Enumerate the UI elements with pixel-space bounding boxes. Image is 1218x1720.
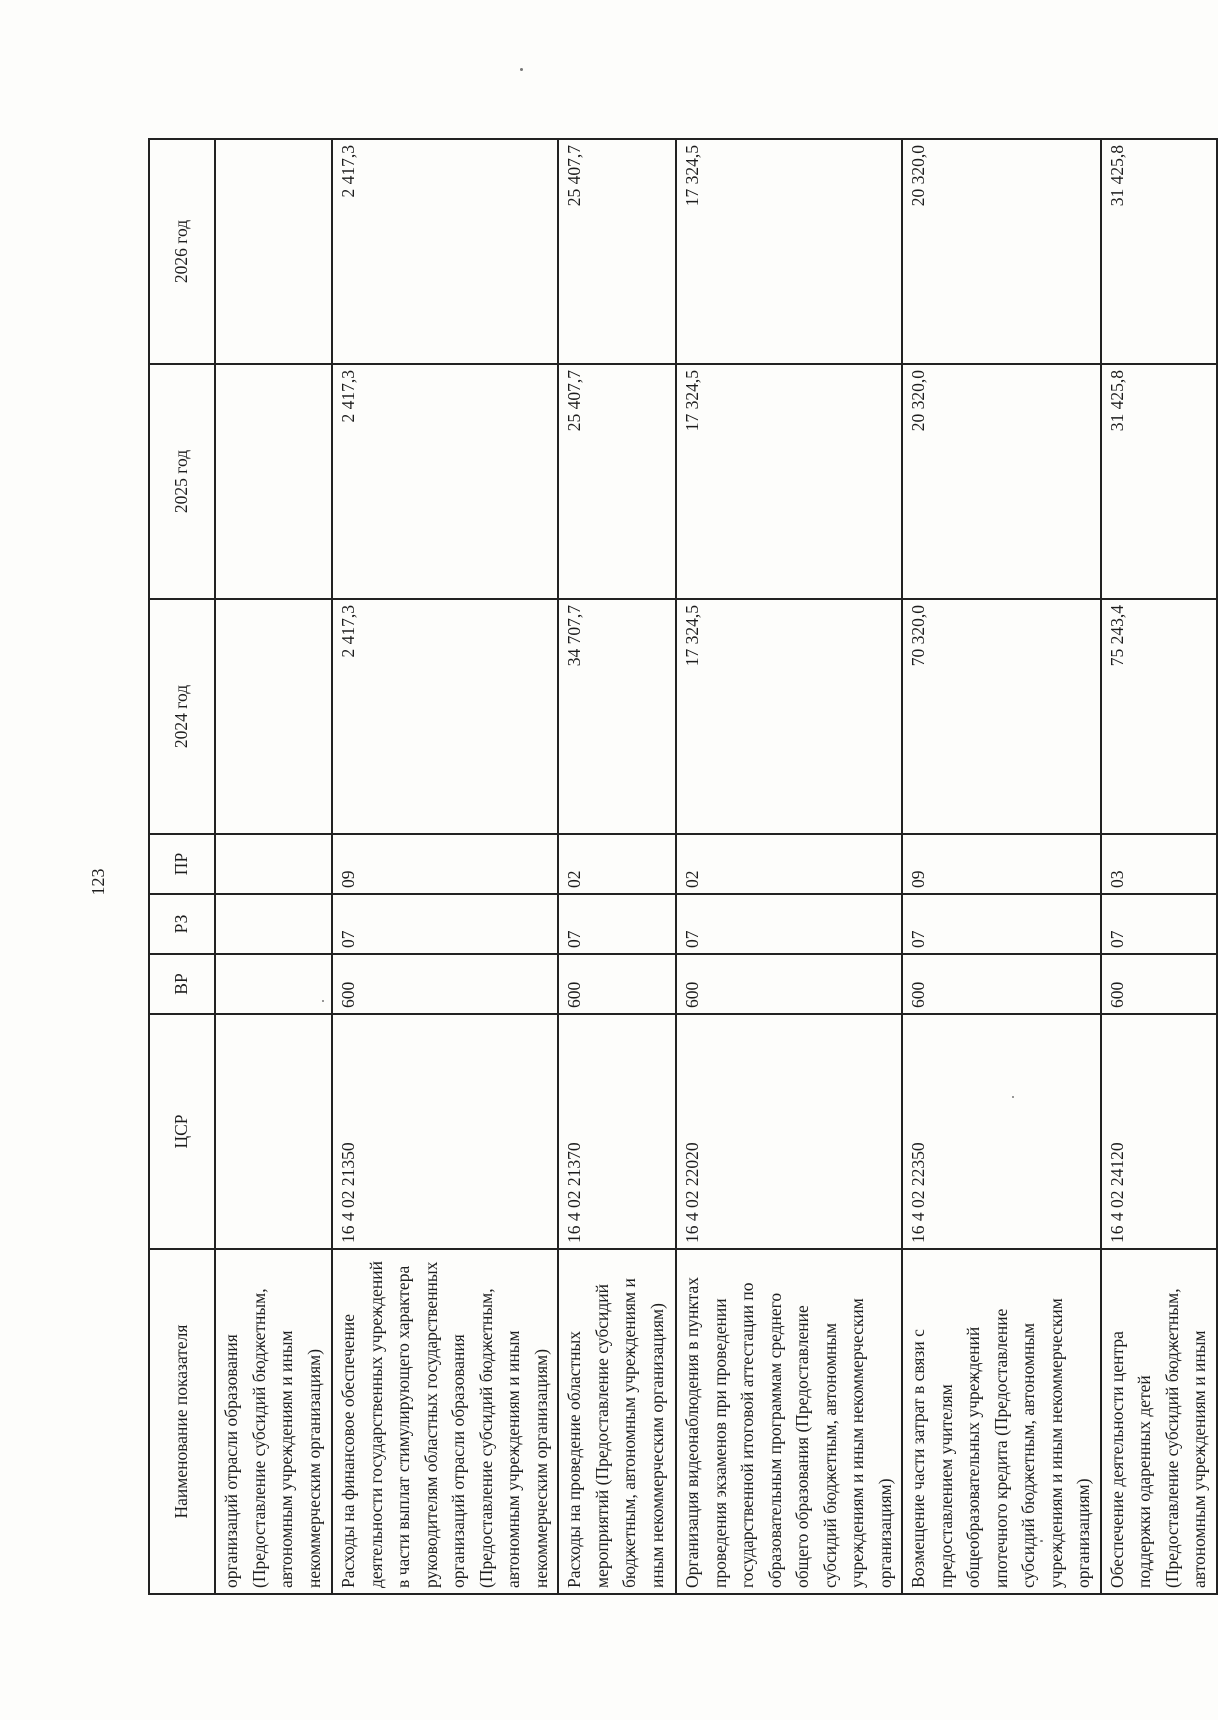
header-2026: 2026 год [149, 139, 215, 364]
row-name: Расходы на финансовое обеспечение деятельности государственных учреждений в части выплат стимулирующего характера руководителям областных государственных организаций отрасли образования (Предоставление субсидий бюджетным, автономным учреждениям и иным некоммерческим организациям) [332, 1249, 558, 1594]
row-rz: 07 [676, 894, 902, 954]
row-rz [215, 894, 332, 954]
row-csr: 16 4 02 24120 [1101, 1014, 1217, 1249]
row-rz: 07 [558, 894, 676, 954]
header-2024: 2024 год [149, 599, 215, 834]
row-2026: 31 425,8 [1101, 139, 1217, 364]
row-rz: 07 [1101, 894, 1217, 954]
table-row [676, 139, 902, 1594]
scan-speck [322, 1000, 324, 1002]
row-vr: 600 [902, 954, 1101, 1014]
row-pr: 09 [332, 834, 558, 894]
header-name: Наименование показателя [149, 1249, 215, 1594]
row-2026 [215, 139, 332, 364]
row-vr [215, 954, 332, 1014]
row-name: Обеспечение деятельности центра поддержки одаренных детей (Предоставление субсидий бюджетным, автономным учреждениям и иным [1101, 1249, 1217, 1594]
row-2024: 70 320,0 [902, 599, 1101, 834]
header-rz: РЗ [149, 894, 215, 954]
row-2024: 34 707,7 [558, 599, 676, 834]
row-csr: 16 4 02 22350 [902, 1014, 1101, 1249]
scan-speck [1040, 1540, 1043, 1542]
scan-speck [520, 68, 523, 71]
row-2024 [215, 599, 332, 834]
row-2026: 20 320,0 [902, 139, 1101, 364]
row-2025: 31 425,8 [1101, 364, 1217, 599]
table-row [332, 139, 558, 1594]
table-row [1101, 139, 1217, 1594]
row-name: Расходы на проведение областных мероприятий (Предоставление субсидий бюджетным, автономным учреждениям и иным некоммерческим организациям) [558, 1249, 676, 1594]
row-2025: 25 407,7 [558, 364, 676, 599]
row-rz: 07 [902, 894, 1101, 954]
row-2026: 2 417,3 [332, 139, 558, 364]
page-number: 123 [88, 868, 108, 896]
row-csr: 16 4 02 22020 [676, 1014, 902, 1249]
table-row [215, 139, 332, 1594]
row-2024: 2 417,3 [332, 599, 558, 834]
row-pr [215, 834, 332, 894]
row-vr: 600 [1101, 954, 1217, 1014]
row-name: организаций отрасли образования (Предоставление субсидий бюджетным, автономным учреждениям и иным некоммерческим организациям) [215, 1249, 332, 1594]
row-2025: 2 417,3 [332, 364, 558, 599]
row-2024: 75 243,4 [1101, 599, 1217, 834]
row-2025: 17 324,5 [676, 364, 902, 599]
header-csr: ЦСР [149, 1014, 215, 1249]
row-pr: 03 [1101, 834, 1217, 894]
row-vr: 600 [332, 954, 558, 1014]
row-rz: 07 [332, 894, 558, 954]
row-vr: 600 [676, 954, 902, 1014]
table-row [558, 139, 676, 1594]
table-row [902, 139, 1101, 1594]
header-pr: ПР [149, 834, 215, 894]
row-pr: 02 [676, 834, 902, 894]
budget-table-container [148, 140, 1209, 1595]
budget-table [148, 138, 1218, 1595]
row-vr: 600 [558, 954, 676, 1014]
row-csr: 16 4 02 21370 [558, 1014, 676, 1249]
row-2025: 20 320,0 [902, 364, 1101, 599]
table-header-row [149, 139, 215, 1594]
scan-speck [1012, 1096, 1014, 1098]
row-pr: 09 [902, 834, 1101, 894]
header-2025: 2025 год [149, 364, 215, 599]
header-vr: ВР [149, 954, 215, 1014]
row-name: Возмещение части затрат в связи с предоставлением учителям общеобразовательных учреждений ипотечного кредита (Предоставление субсидий бюджетным, автономным учреждениям и иным некоммерческим организациям) [902, 1249, 1101, 1594]
row-2026: 17 324,5 [676, 139, 902, 364]
row-pr: 02 [558, 834, 676, 894]
row-2024: 17 324,5 [676, 599, 902, 834]
row-2026: 25 407,7 [558, 139, 676, 364]
row-name: Организация видеонаблюдения в пунктах проведения экзаменов при проведении государственной итоговой аттестации по образовательным программам среднего общего образования (Предоставление субсидий бюджетным, автономным учреждениям и иным некоммерческим организациям) [676, 1249, 902, 1594]
row-csr [215, 1014, 332, 1249]
row-csr: 16 4 02 21350 [332, 1014, 558, 1249]
row-2025 [215, 364, 332, 599]
